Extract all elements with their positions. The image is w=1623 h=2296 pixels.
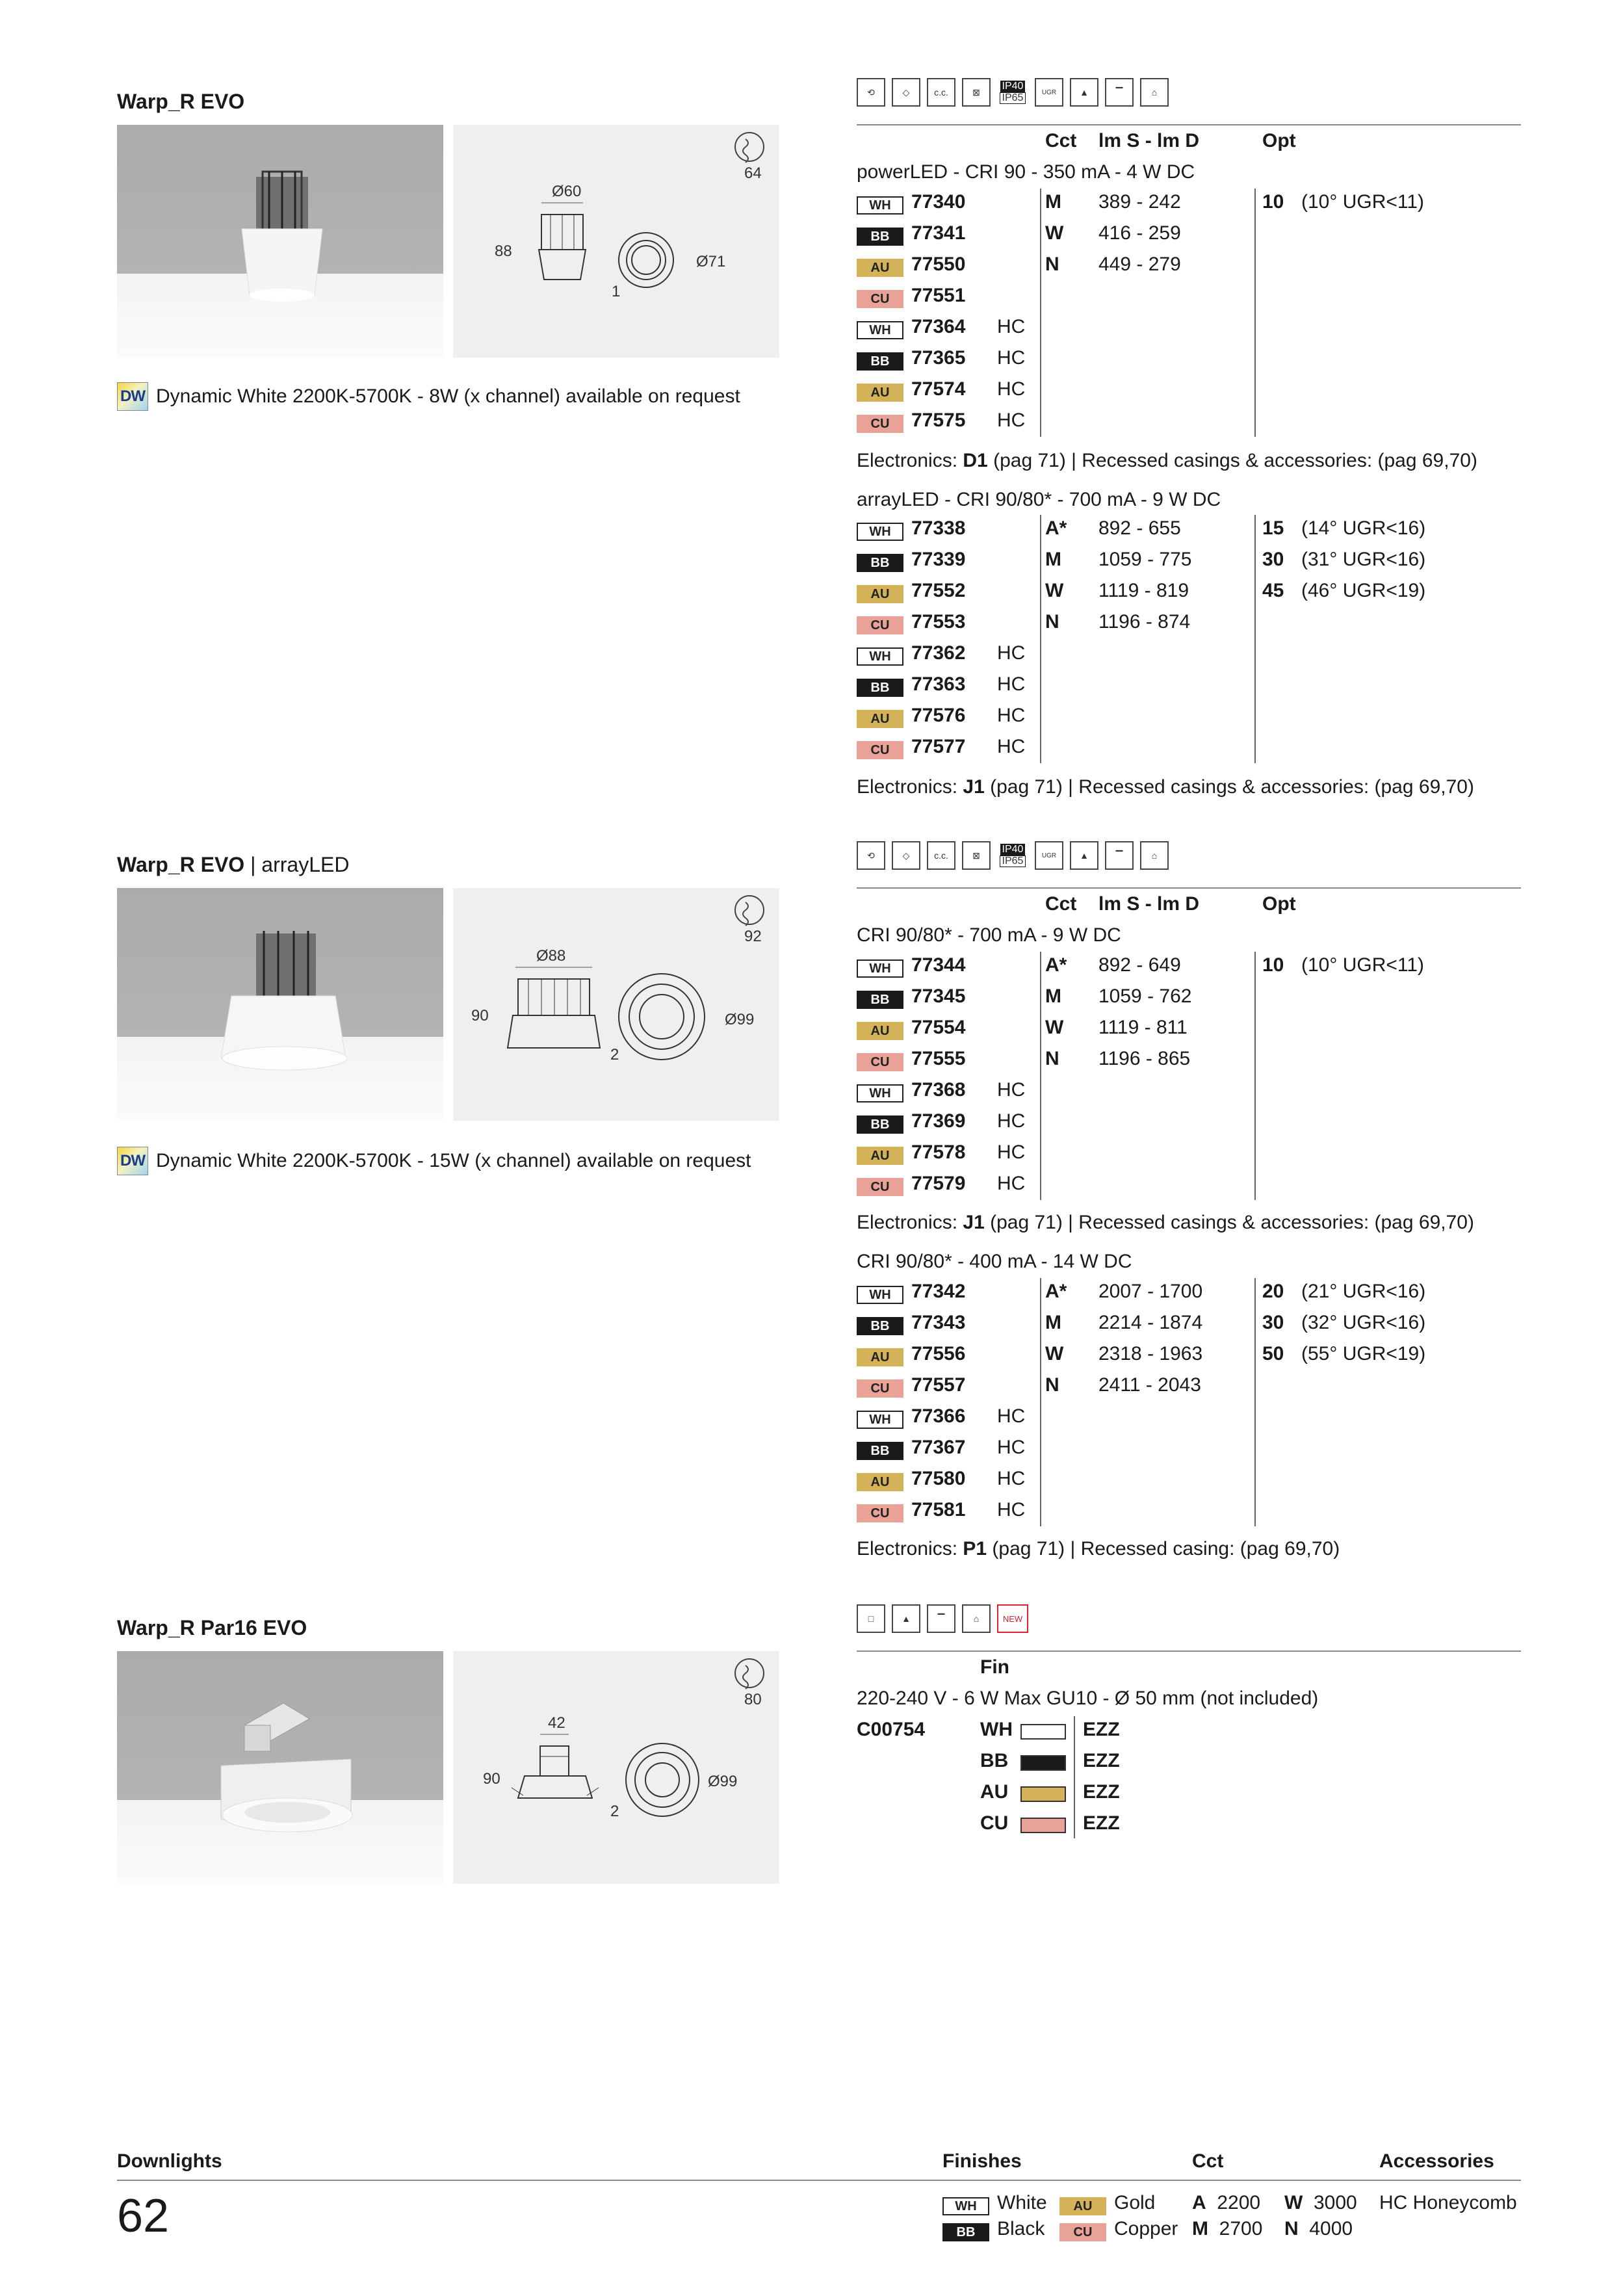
lumen-value: 892 - 649 [1098,954,1181,976]
optic-value: 45 [1262,580,1284,601]
legend-name: Gold [1114,2192,1156,2213]
finish-badge: AU [857,585,903,603]
table-row [857,673,1521,705]
table-row [857,285,1521,316]
group-label: CRI 90/80* - 400 mA - 14 W DC [857,1251,1132,1272]
finish-badge: AU [857,1022,903,1040]
drawing-depth: 92 [744,928,762,945]
technical-drawing [453,1651,779,1884]
table-row [857,1405,1521,1437]
finish-badge: CU [857,290,903,308]
recessed-icon: ▲ [1070,78,1098,107]
finish-badge: CU [857,415,903,433]
group-label: CRI 90/80* - 700 mA - 9 W DC [857,924,1121,946]
finish-badge: CU [857,1053,903,1071]
table-row [857,1173,1521,1204]
ip-rating-icon: IP40 IP65 [997,841,1028,870]
optic-value: 15 [1262,517,1284,539]
product-code: 77555 [911,1048,966,1069]
new-badge: NEW [997,1604,1028,1633]
technical-drawing [453,888,779,1121]
table-row [857,705,1521,736]
table-row [857,410,1521,441]
electronics-note: Electronics: D1 (pag 71) | Recessed casings & accessories: (pag 69,70) [857,450,1477,471]
table-row [857,611,1521,642]
finish-swatch [1020,1755,1066,1771]
lumen-value: 2411 - 2043 [1098,1374,1201,1396]
home-icon: ⌂ [1140,78,1169,107]
divider [857,887,1521,889]
finish-badge: CU [857,616,903,634]
table-row [857,1110,1521,1141]
optic-value: 30 [1262,1312,1284,1333]
honeycomb-flag: HC [997,1079,1026,1101]
lumen-value: 1059 - 762 [1098,985,1192,1007]
finish-badge: WH [857,196,903,215]
finish-badge: CU [857,1379,903,1398]
finish-badge: CU [857,741,903,759]
cct-value: N [1045,1374,1059,1396]
finish-suffix: EZZ [1083,1781,1120,1803]
lumen-value: 2214 - 1874 [1098,1312,1203,1333]
group-label: arrayLED - CRI 90/80* - 700 mA - 9 W DC [857,489,1221,510]
lumen-value: 2318 - 1963 [1098,1343,1203,1364]
finish-suffix: EZZ [1083,1750,1120,1771]
finish-code: BB [980,1750,1009,1771]
feature-icons-2 [857,841,1169,870]
ugr-icon: UGR [1035,78,1063,107]
ceiling-icon: ▔ [1105,78,1134,107]
cct-value: N [1045,254,1059,275]
finish-badge: BB [857,679,903,697]
product-code: 77342 [911,1281,966,1302]
cct-value: W [1045,1017,1064,1038]
footer-category: Downlights [117,2150,222,2172]
col-opt: Opt [1262,893,1296,915]
finish-badge: BB [857,991,903,1009]
table-row [857,642,1521,673]
legend-badge: BB [942,2223,989,2241]
finish-suffix: EZZ [1083,1812,1120,1834]
cct-value: A* [1045,517,1067,539]
finish-code: WH [980,1719,1013,1740]
optic-value: 20 [1262,1281,1284,1302]
finish-badge: AU [857,1147,903,1165]
recessed-icon: ▲ [892,1604,920,1633]
product-code: 77557 [911,1374,966,1396]
product-code: 77551 [911,285,966,306]
drawing-ring: Ø71 [696,253,726,270]
product-code: C00754 [857,1719,926,1740]
lumen-value: 1119 - 811 [1098,1017,1188,1038]
no-cover-icon: ⊠ [962,78,991,107]
table-row [857,378,1521,410]
class-iii-icon: ◇ [892,78,920,107]
electronics-note: Electronics: J1 (pag 71) | Recessed casings & accessories: (pag 69,70) [857,776,1474,798]
lumen-value: 389 - 242 [1098,191,1181,213]
section-3-title: Warp_R Par16 EVO [117,1616,307,1639]
product-code: 77580 [911,1468,966,1489]
honeycomb-flag: HC [997,1468,1026,1489]
table-row [857,1468,1521,1499]
table-row [857,1499,1521,1530]
table-row [857,1141,1521,1173]
accessories-legend: HC Honeycomb [1379,2192,1517,2213]
finish-code: CU [980,1812,1009,1834]
ceiling-icon: ▔ [1105,841,1134,870]
table-row [857,954,1521,985]
product-code: 77554 [911,1017,966,1038]
legend-badge: AU [1059,2197,1106,2215]
product-photo [117,125,443,358]
table-row [857,1343,1521,1374]
product-photo [117,1651,443,1884]
product-code: 77578 [911,1141,966,1163]
legend-badge: CU [1059,2223,1106,2241]
optic-detail: (21° UGR<16) [1301,1281,1426,1302]
table-row [857,347,1521,378]
drawing-diameter: 42 [548,1714,565,1732]
honeycomb-flag: HC [997,736,1026,757]
col-lm: lm S - lm D [1098,893,1200,915]
honeycomb-flag: HC [997,1437,1026,1458]
finish-badge: AU [857,384,903,402]
optic-value: 10 [1262,191,1284,213]
finish-badge: WH [857,321,903,339]
optic-value: 10 [1262,954,1284,976]
table-row [857,222,1521,254]
finish-badge: WH [857,1084,903,1102]
lumen-value: 1196 - 874 [1098,611,1191,633]
cct-value: M [1045,191,1061,213]
recessed-icon: ▲ [1070,841,1098,870]
finish-badge: WH [857,1286,903,1304]
finish-code: AU [980,1781,1009,1803]
finish-swatch [1020,1724,1066,1740]
drawing-diameter: Ø88 [536,947,566,965]
product-code: 77553 [911,611,966,633]
cct-value: A* [1045,954,1067,976]
optic-detail: (31° UGR<16) [1301,549,1426,570]
constant-current-icon: c.c. [927,841,955,870]
honeycomb-flag: HC [997,705,1026,726]
section-1-title: Warp_R EVO [117,90,245,113]
footer-rule [117,2180,1521,2181]
drawing-ring: Ø99 [708,1773,738,1790]
optic-detail: (14° UGR<16) [1301,517,1426,539]
product-code: 77343 [911,1312,966,1333]
feature-icons-3 [857,1604,1028,1633]
table-row [857,985,1521,1017]
dynamic-white-note: DW Dynamic White 2200K-5700K - 8W (x channel) available on request [117,382,740,411]
legend-badge: WH [942,2197,989,2215]
dynamic-white-note: DW Dynamic White 2200K-5700K - 15W (x channel) available on request [117,1147,751,1175]
product-code: 77552 [911,580,966,601]
table-row [857,1312,1521,1343]
product-code: 77369 [911,1110,966,1132]
honeycomb-flag: HC [997,316,1026,337]
legend-name: Black [997,2218,1045,2239]
table-row [857,1048,1521,1079]
square-icon: □ [857,1604,885,1633]
cct-value: N [1045,611,1059,633]
finish-badge: BB [857,1317,903,1335]
lumen-value: 1119 - 819 [1098,580,1189,601]
finish-badge: BB [857,1115,903,1134]
finish-badge: WH [857,647,903,666]
table-row [857,1079,1521,1110]
product-code: 77367 [911,1437,966,1458]
honeycomb-flag: HC [997,1173,1026,1194]
divider [857,1650,1521,1652]
lumen-value: 892 - 655 [1098,517,1181,539]
finish-badge: BB [857,1442,903,1460]
honeycomb-flag: HC [997,410,1026,431]
optic-value: 50 [1262,1343,1284,1364]
product-code: 77577 [911,736,966,757]
col-opt: Opt [1262,130,1296,151]
finish-badge: BB [857,352,903,371]
product-code: 77363 [911,673,966,695]
cct-legend-w: W 3000 [1284,2192,1357,2213]
finish-swatch [1020,1818,1066,1833]
finish-badge: AU [857,710,903,728]
product-code: 77366 [911,1405,966,1427]
product-code: 77579 [911,1173,966,1194]
finish-suffix: EZZ [1083,1719,1120,1740]
optic-detail: (55° UGR<19) [1301,1343,1426,1364]
finish-badge: WH [857,959,903,978]
lumen-value: 1196 - 865 [1098,1048,1191,1069]
table-row [857,1437,1521,1468]
optic-value: 30 [1262,549,1284,570]
feature-icons-1 [857,78,1169,107]
optic-detail: (10° UGR<11) [1301,954,1425,976]
cct-legend-m: M 2700 [1192,2218,1263,2239]
product-photo [117,888,443,1121]
finish-badge: BB [857,228,903,246]
drawing-depth: 80 [744,1691,762,1708]
honeycomb-flag: HC [997,378,1026,400]
ugr-icon: UGR [1035,841,1063,870]
class-iii-icon: ◇ [892,841,920,870]
footer-cct-label: Cct [1192,2150,1224,2172]
cct-legend-a: A 2200 [1192,2192,1261,2213]
home-icon: ⌂ [1140,841,1169,870]
product-code: 77576 [911,705,966,726]
finish-badge: BB [857,554,903,572]
cct-value: N [1045,1048,1059,1069]
finish-badge: CU [857,1178,903,1196]
cct-value: W [1045,1343,1064,1364]
product-code: 77362 [911,642,966,664]
finish-badge: AU [857,1473,903,1491]
optic-detail: (46° UGR<19) [1301,580,1426,601]
cct-value: M [1045,1312,1061,1333]
honeycomb-flag: HC [997,1499,1026,1520]
ip-rating-icon: IP40 IP65 [997,78,1028,107]
product-code: 77364 [911,316,966,337]
table-row [857,254,1521,285]
honeycomb-flag: HC [997,642,1026,664]
product-code: 77339 [911,549,966,570]
footer-finishes-label: Finishes [942,2150,1022,2172]
honeycomb-flag: HC [997,673,1026,695]
honeycomb-flag: HC [997,1141,1026,1163]
product-code: 77365 [911,347,966,369]
col-cct: Cct [1045,130,1077,151]
product-code: 77345 [911,985,966,1007]
drawing-number: 1 [612,283,621,300]
table-row [857,316,1521,347]
product-code: 77340 [911,191,966,213]
col-fin: Fin [980,1656,1009,1678]
product-code: 77368 [911,1079,966,1101]
col-cct: Cct [1045,893,1077,915]
rotate-icon: ⟲ [857,78,885,107]
dw-badge: DW [117,382,148,411]
lumen-value: 449 - 279 [1098,254,1181,275]
lumen-value: 416 - 259 [1098,222,1181,244]
optic-detail: (32° UGR<16) [1301,1312,1426,1333]
divider [857,124,1521,125]
drawing-height: 90 [471,1007,489,1024]
technical-drawing [453,125,779,358]
cct-value: M [1045,549,1061,570]
rotate-icon: ⟲ [857,841,885,870]
col-lm: lm S - lm D [1098,130,1200,151]
product-code: 77338 [911,517,966,539]
honeycomb-flag: HC [997,347,1026,369]
group-label: powerLED - CRI 90 - 350 mA - 4 W DC [857,161,1195,183]
finish-badge: AU [857,1348,903,1366]
electronics-note: Electronics: J1 (pag 71) | Recessed casings & accessories: (pag 69,70) [857,1212,1474,1233]
footer-acc-label: Accessories [1379,2150,1494,2172]
table-row [857,1281,1521,1312]
drawing-height: 90 [483,1770,500,1788]
finish-badge: WH [857,1411,903,1429]
finish-badge: CU [857,1504,903,1522]
legend-name: Copper [1114,2218,1178,2239]
table-row [857,1017,1521,1048]
finish-badge: WH [857,523,903,541]
drawing-number: 2 [610,1803,619,1820]
drawing-height: 88 [495,242,512,260]
home-icon: ⌂ [962,1604,991,1633]
drawing-depth: 64 [744,164,762,182]
table-row [857,549,1521,580]
product-code: 77556 [911,1343,966,1364]
honeycomb-flag: HC [997,1110,1026,1132]
product-code: 77575 [911,410,966,431]
product-code: 77341 [911,222,966,244]
optic-detail: (10° UGR<11) [1301,191,1425,213]
drawing-number: 2 [610,1046,619,1063]
product-code: 77581 [911,1499,966,1520]
legend-name: White [997,2192,1047,2213]
cct-legend-n: N 4000 [1284,2218,1353,2239]
cct-value: W [1045,222,1064,244]
constant-current-icon: c.c. [927,78,955,107]
lumen-value: 2007 - 1700 [1098,1281,1203,1302]
lumen-value: 1059 - 775 [1098,549,1192,570]
electronics-note: Electronics: P1 (pag 71) | Recessed casing: (pag 69,70) [857,1538,1340,1559]
finish-badge: AU [857,259,903,277]
cct-value: A* [1045,1281,1067,1302]
table-row [857,580,1521,611]
finish-swatch [1020,1786,1066,1802]
group-label: 220-240 V - 6 W Max GU10 - Ø 50 mm (not included) [857,1688,1319,1709]
section-2-title: Warp_R EVO | arrayLED [117,853,350,876]
cct-value: M [1045,985,1061,1007]
product-code: 77344 [911,954,966,976]
page-number: 62 [117,2190,170,2242]
drawing-diameter: Ø60 [552,183,582,200]
table-row [857,736,1521,767]
product-code: 77550 [911,254,966,275]
table-row [857,517,1521,549]
ceiling-icon: ▔ [927,1604,955,1633]
dw-badge: DW [117,1147,148,1175]
honeycomb-flag: HC [997,1405,1026,1427]
no-cover-icon: ⊠ [962,841,991,870]
cct-value: W [1045,580,1064,601]
table-row [857,191,1521,222]
table-row [857,1374,1521,1405]
drawing-ring: Ø99 [725,1011,755,1028]
product-code: 77574 [911,378,966,400]
